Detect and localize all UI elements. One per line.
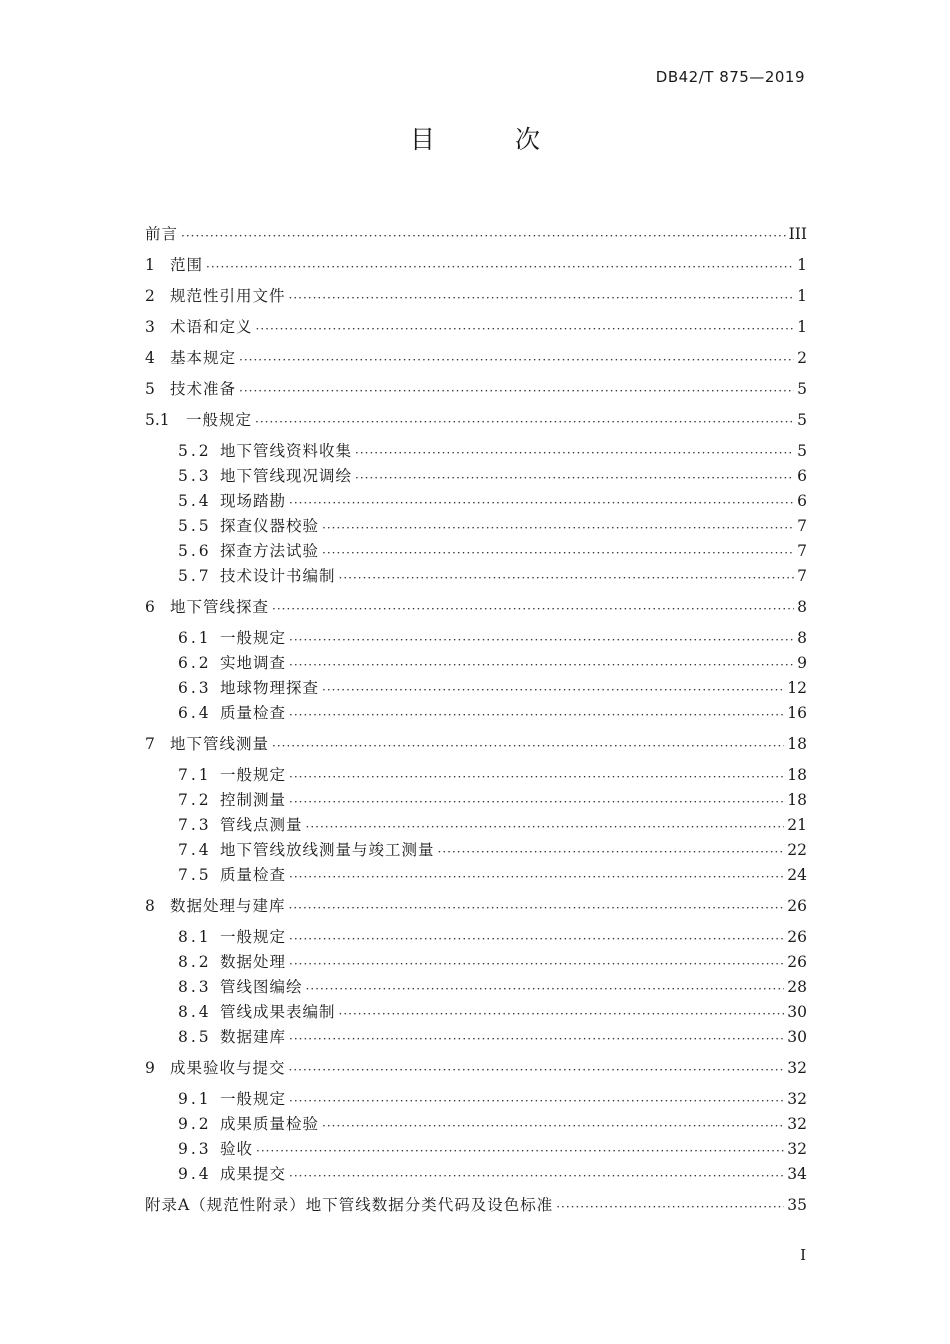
toc-entry-title: 实地调查 [220,654,287,672]
toc-entry-number: 7 [145,735,155,753]
toc-entry-number: 8.4 [178,1003,212,1021]
toc-entry-page: 26 [787,928,807,946]
toc-entry-number: 5.3 [178,467,212,485]
toc-entry-page: 26 [787,953,807,971]
toc-entry[interactable] [145,1194,807,1216]
toc-entry-page: 7 [797,542,807,560]
toc-entry[interactable] [178,1163,807,1185]
dot-leader [289,289,795,307]
toc-entry-title: 地球物理探查 [220,679,320,697]
toc-entry-title: 数据处理与建库 [170,897,286,915]
toc-entry[interactable] [178,951,807,973]
dot-leader [181,227,786,245]
toc-entry-page: 9 [797,654,807,672]
toc-entry-page: 7 [797,567,807,585]
dot-leader [272,737,784,755]
dot-leader [289,631,794,649]
toc-entry-title: 质量检查 [220,866,287,884]
toc-entry-page: 34 [787,1165,807,1183]
dot-leader [239,382,794,400]
toc-entry[interactable] [178,1138,807,1160]
toc-entry[interactable] [145,378,807,400]
dot-leader [256,1142,784,1160]
toc-entry[interactable] [178,976,807,998]
toc-entry-number: 9.1 [178,1090,212,1108]
toc-entry-number: 6.1 [178,629,212,647]
toc-entry-number: 7.1 [178,766,212,784]
toc-entry-number: 8.1 [178,928,212,946]
toc-entry-page: 8 [797,598,807,616]
toc-entry-title: 地下管线现况调绘 [220,467,353,485]
dot-leader [438,843,785,861]
toc-entry-number: 5.1 [145,411,170,429]
toc-entry-title: 地下管线测量 [170,735,270,753]
toc-entry-page: 1 [797,318,807,336]
dot-leader [289,930,784,948]
toc-entry-number: 7.4 [178,841,212,859]
dot-leader [289,955,784,973]
dot-leader [306,980,785,998]
toc-entry-page: 18 [787,766,807,784]
toc-entry-title: 技术设计书编制 [220,567,336,585]
toc-entry-page: 5 [797,380,807,398]
toc-entry-number: 5.2 [178,442,212,460]
dot-leader [322,1117,784,1135]
toc-entry-title: 探查仪器校验 [220,517,320,535]
toc-entry-title: 管线图编绘 [220,978,303,996]
page-number: I [800,1246,806,1264]
toc-entry[interactable] [178,677,807,699]
toc-entry-title: 现场踏勘 [220,492,287,510]
toc-entry-number: 7.2 [178,791,212,809]
toc-entry-title: 一般规定 [220,928,287,946]
toc-entry-number: 6 [145,598,155,616]
dot-leader [339,1005,785,1023]
toc-entry-page: 32 [787,1090,807,1108]
dot-leader [255,413,794,431]
toc-entry-title: 一般规定 [220,766,287,784]
toc-entry[interactable] [145,409,807,431]
toc-entry-page: 30 [787,1028,807,1046]
toc-entry-number: 8.5 [178,1028,212,1046]
toc-entry[interactable] [145,895,807,917]
toc-entry-page: 26 [787,897,807,915]
dot-leader [355,469,794,487]
toc-entry-page: 24 [787,866,807,884]
dot-leader [289,1167,784,1185]
toc-entry[interactable] [178,814,807,836]
toc-entry-page: III [788,225,807,243]
toc-entry-title: 一般规定 [186,411,253,429]
toc-entry[interactable] [178,465,807,487]
toc-entry-title: 质量检查 [220,704,287,722]
toc-entry-title: 成果提交 [220,1165,287,1183]
dot-leader [289,1030,784,1048]
toc-entry-page: 6 [797,492,807,510]
toc-entry-number: 9.4 [178,1165,212,1183]
toc-entry[interactable] [178,764,807,786]
toc-entry-number: 7.3 [178,816,212,834]
toc-entry-title: 前言 [145,225,179,243]
toc-entry[interactable] [178,789,807,811]
dot-leader [289,1092,784,1110]
toc-entry-title: 地下管线资料收集 [220,442,353,460]
dot-leader [289,768,784,786]
toc-entry-number: 2 [145,287,155,305]
toc-entry-page: 30 [787,1003,807,1021]
toc-entry-number: 5.4 [178,492,212,510]
dot-leader [289,656,794,674]
toc-entry[interactable] [178,1088,807,1110]
toc-entry-title: 基本规定 [170,349,237,367]
toc-entry-page: 32 [787,1140,807,1158]
dot-leader [306,818,785,836]
dot-leader [289,868,784,886]
dot-leader [322,519,794,537]
toc-entry-page: 8 [797,629,807,647]
toc-entry[interactable] [178,1113,807,1135]
dot-leader [256,320,795,338]
toc-entry-title: 数据建库 [220,1028,287,1046]
toc-entry[interactable] [145,1057,807,1079]
toc-entry[interactable] [145,347,807,369]
dot-leader [289,899,785,917]
toc-entry-number: 6.4 [178,704,212,722]
toc-entry-title: 控制测量 [220,791,287,809]
toc-entry[interactable] [145,596,807,618]
toc-entry-page: 7 [797,517,807,535]
toc-entry[interactable] [145,733,807,755]
toc-entry-page: 1 [797,256,807,274]
toc-entry-title: 探查方法试验 [220,542,320,560]
toc-entry-title: 地下管线探查 [170,598,270,616]
page-title: 目 次 [410,125,576,154]
toc-entry-page: 6 [797,467,807,485]
toc-entry[interactable] [178,864,807,886]
toc-entry-number: 8.2 [178,953,212,971]
toc-entry-page: 12 [787,679,807,697]
toc-entry[interactable] [178,565,807,587]
dot-leader [355,444,794,462]
toc-entry-number: 4 [145,349,155,367]
dot-leader [206,258,794,276]
toc-entry[interactable] [178,1026,807,1048]
toc-entry-page: 5 [797,442,807,460]
toc-entry[interactable] [145,316,807,338]
toc-entry-number: 6.2 [178,654,212,672]
toc-entry-page: 2 [797,349,807,367]
toc-entry-page: 35 [787,1196,807,1214]
dot-leader [289,793,784,811]
dot-leader [239,351,794,369]
toc-entry-number: 1 [145,256,155,274]
toc-entry[interactable] [178,440,807,462]
toc-entry-title: 成果验收与提交 [170,1059,286,1077]
toc-entry-number: 5.7 [178,567,212,585]
toc-entry-page: 18 [787,735,807,753]
toc-entry-number: 3 [145,318,155,336]
toc-entry-title: 术语和定义 [170,318,253,336]
dot-leader [322,681,784,699]
dot-leader [289,706,784,724]
toc-entry-title: 地下管线放线测量与竣工测量 [220,841,435,859]
toc-entry[interactable] [178,515,807,537]
toc-entry[interactable] [178,490,807,512]
dot-leader [556,1198,784,1216]
toc-entry[interactable] [178,652,807,674]
toc-entry-number: 6.3 [178,679,212,697]
toc-entry[interactable] [178,839,807,861]
dot-leader [322,544,794,562]
toc-entry-title: 一般规定 [220,1090,287,1108]
toc-entry-number: 9 [145,1059,155,1077]
toc-entry[interactable] [145,285,807,307]
toc-entry-title: 一般规定 [220,629,287,647]
toc-entry-title: 技术准备 [170,380,237,398]
toc-entry-page: 32 [787,1115,807,1133]
document-number: DB42/T 875—2019 [655,68,805,86]
toc-entry-title: 附录A（规范性附录）地下管线数据分类代码及设色标准 [145,1196,554,1214]
toc-entry-number: 7.5 [178,866,212,884]
toc-entry[interactable] [178,702,807,724]
dot-leader [289,494,794,512]
toc-entry-page: 18 [787,791,807,809]
toc-entry-number: 5.6 [178,542,212,560]
toc-entry[interactable] [178,540,807,562]
toc-entry[interactable] [145,254,807,276]
toc-entry-number: 8 [145,897,155,915]
toc-entry-page: 16 [787,704,807,722]
toc-entry-title: 成果质量检验 [220,1115,320,1133]
toc-entry[interactable] [145,223,807,245]
toc-entry-title: 范围 [170,256,204,274]
dot-leader [339,569,795,587]
toc-entry-page: 21 [787,816,807,834]
dot-leader [289,1061,785,1079]
toc-entry-title: 管线成果表编制 [220,1003,336,1021]
toc-entry-number: 5 [145,380,155,398]
toc-entry-title: 规范性引用文件 [170,287,286,305]
toc-entry-number: 9.2 [178,1115,212,1133]
toc-entry-title: 管线点测量 [220,816,303,834]
toc-entry-page: 22 [787,841,807,859]
toc-entry[interactable] [178,627,807,649]
toc-entry-number: 8.3 [178,978,212,996]
toc-entry-page: 5 [797,411,807,429]
toc-entry-page: 1 [797,287,807,305]
toc-entry[interactable] [178,1001,807,1023]
toc-entry-title: 数据处理 [220,953,287,971]
dot-leader [272,600,794,618]
toc-entry[interactable] [178,926,807,948]
toc-entry-title: 验收 [220,1140,254,1158]
toc-entry-page: 28 [787,978,807,996]
toc-entry-number: 9.3 [178,1140,212,1158]
toc-entry-page: 32 [787,1059,807,1077]
toc-entry-number: 5.5 [178,517,212,535]
